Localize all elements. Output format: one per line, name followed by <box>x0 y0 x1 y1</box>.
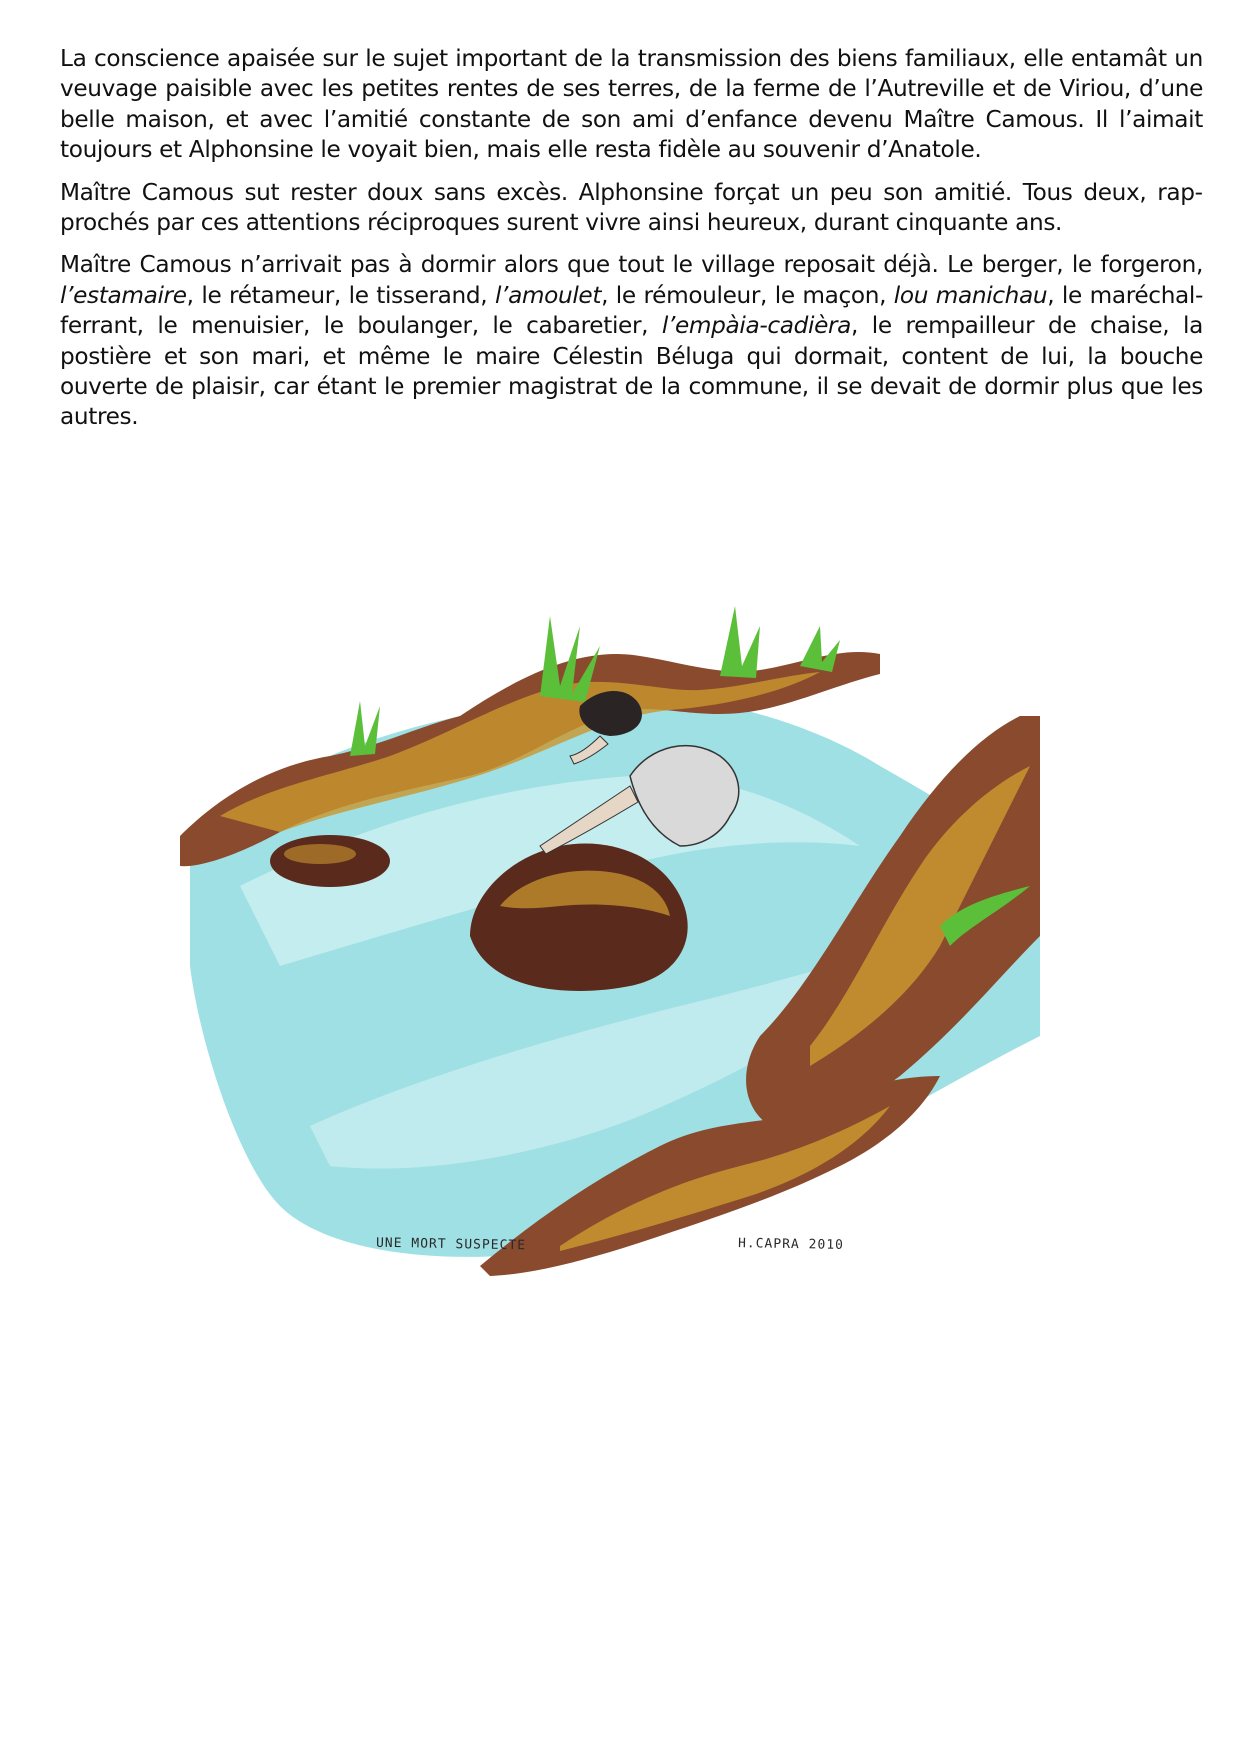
occitan-term: l’amoulet <box>494 281 602 309</box>
body-text <box>60 44 1203 445</box>
drawing-title: UNE MORT SUSPECTE <box>375 1235 527 1254</box>
illustration <box>160 606 1050 1276</box>
paragraph-text: Maître Camous sut rester doux sans excès. Alphonsine forçat un peu son amitié. Tous deux, rapprochés par ces attentions réciproques surent vivre ainsi heureux, durant cinquante ans. <box>60 178 1203 237</box>
grass-tuft <box>720 606 760 678</box>
small-rock-highlight <box>284 844 356 864</box>
paragraph-text: La conscience apaisée sur le sujet important de la transmission des biens familiaux, elle entamât un veuvage paisible avec les petites rentes de ses terres, de la ferme de l’Autreville et de Viriou, d’une belle maison, et avec l’amitié constante de son ami d’enfance devenu Maître Camous. Il l’aimait toujours et Alphonsine le voyait bien, mais elle resta fidèle au souvenir d’Anatole. <box>60 45 1203 164</box>
river-drawing <box>160 606 1050 1276</box>
paragraph <box>60 44 1203 166</box>
paragraph <box>60 178 1203 239</box>
grass-tuft <box>350 701 380 756</box>
paragraph-text: , le maréchal-ferrant, le menuisier, le boulanger, le cabaretier, <box>60 281 1204 340</box>
paragraph-text: Maître Camous n’arrivait pas à dormir alors que tout le village reposait déjà. Le berger, le forgeron, <box>60 251 1203 279</box>
paragraph-text: , le rémouleur, le maçon, <box>601 281 894 309</box>
occitan-term: l’empàia-cadièra <box>661 312 852 340</box>
paragraph-text: , le rempailleur de chaise, la postière et son mari, et même le maire Célestin Béluga qui dormait, content de lui, la bouche ouverte de plaisir, car étant le premier magistrat de la commune, il se devait de dormir plus que les autres. <box>60 312 1203 431</box>
occitan-term: lou manichau <box>893 281 1048 309</box>
artist-signature: H.CAPRA 2010 <box>737 1236 845 1253</box>
paragraph-text: , le rétameur, le tisserand, <box>186 281 495 309</box>
occitan-term: l’estamaire <box>60 281 187 309</box>
paragraph <box>60 250 1203 432</box>
